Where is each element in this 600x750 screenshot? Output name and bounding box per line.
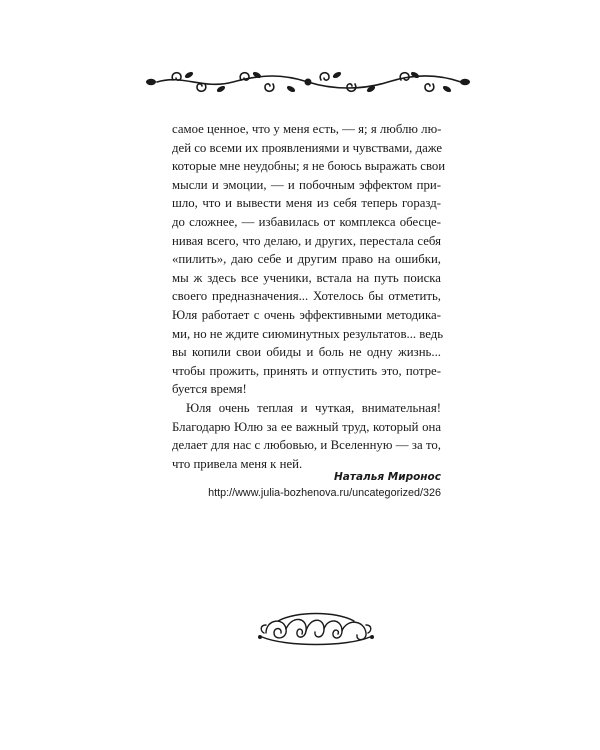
text-line: что привела меня к ней. <box>172 456 303 471</box>
text-line: самое ценное, что у меня есть, — я; я люблю лю- <box>172 122 442 136</box>
paragraph-2 <box>172 399 441 473</box>
author-signature: Наталья Миронос <box>334 471 441 483</box>
text-line: чтобы прожить, принять и отпустить это, потре- <box>172 363 441 378</box>
text-line: мысли и эмоции, — и побочным эффектом при- <box>172 177 441 192</box>
text-line: буется время! <box>172 382 247 397</box>
text-line: Юля работает с очень эффективными методика- <box>172 307 441 322</box>
paragraph-1 <box>172 120 446 399</box>
testimonial-body <box>172 120 446 473</box>
text-line: делает для нас с любовью, и Вселенную — за то, <box>172 438 441 453</box>
text-line: Благодарю Юлю за ее важный труд, который она <box>172 419 441 434</box>
top-vine-ornament-icon <box>143 66 473 98</box>
text-line: мы ж здесь все ученики, встала на путь поиска <box>172 270 441 285</box>
text-line: вы копили свои обиды и боль не одну жизнь... <box>172 345 441 360</box>
text-line: ми, но не ждите сиюминутных результатов... ведь <box>172 326 444 341</box>
bottom-flourish-ornament-icon <box>256 607 376 651</box>
text-line: своего предназначения... Хотелось бы отметить, <box>172 289 441 304</box>
text-line: нивая всего, что делаю, и других, перестала себя <box>172 233 441 248</box>
text-line: Юля очень теплая и чуткая, внимательная! <box>186 400 441 415</box>
text-line: которые мне неудобны; я не боюсь выражать свои <box>172 159 446 174</box>
text-line: шло, что и вывести меня из себя теперь горазд- <box>172 196 441 211</box>
source-link: http://www.julia-bozhenova.ru/uncategorized/326 <box>208 487 441 499</box>
text-line: «пилить», даю себе и другим право на ошибки, <box>172 252 441 267</box>
text-line: до сложнее, — избавилась от комплекса обесце- <box>172 214 441 229</box>
text-line: дей со всеми их проявлениями и чувствами, даже <box>172 140 443 155</box>
